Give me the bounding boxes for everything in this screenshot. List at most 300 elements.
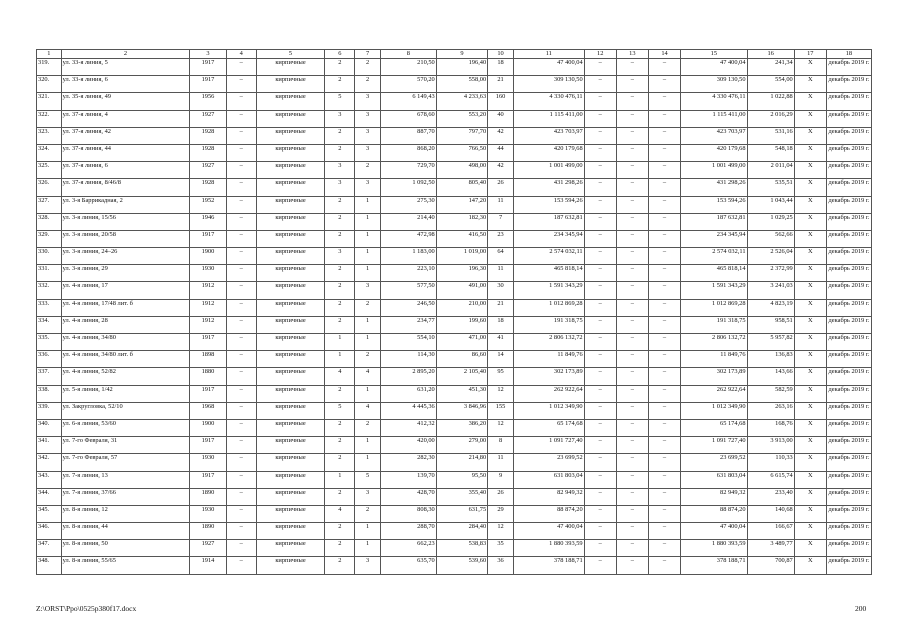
cell-address: ул. 4-я линия, 52/82 xyxy=(61,368,190,385)
cell-col13: – xyxy=(616,110,648,127)
cell-cost: 187 632,81 xyxy=(513,213,584,230)
cell-col14: – xyxy=(648,162,680,179)
cell-living-area: 553,20 xyxy=(436,110,487,127)
cell-unit-cost: 531,16 xyxy=(747,127,794,144)
cell-build-year: 1917 xyxy=(190,385,226,402)
cell-residents: 14 xyxy=(488,351,514,368)
table-row xyxy=(37,454,872,471)
table-row xyxy=(37,76,872,93)
cell-total-cost: 378 188,71 xyxy=(681,557,747,574)
cell-build-year: 1952 xyxy=(190,196,226,213)
cell-living-area: 210,00 xyxy=(436,299,487,316)
cell-floors: 1 xyxy=(325,334,355,351)
cell-living-area: 1 019,00 xyxy=(436,248,487,265)
cell-col12: – xyxy=(584,127,616,144)
cell-col13: – xyxy=(616,127,648,144)
cell-cost: 88 874,20 xyxy=(513,505,584,522)
cell-cost: 1 880 393,59 xyxy=(513,540,584,557)
cell-col13: – xyxy=(616,76,648,93)
cell-date: декабрь 2019 г. xyxy=(826,127,871,144)
cell-total-area: 570,20 xyxy=(381,76,437,93)
cell-col7: 3 xyxy=(355,110,381,127)
cell-date: декабрь 2019 г. xyxy=(826,299,871,316)
cell-build-year: 1928 xyxy=(190,127,226,144)
column-number-row xyxy=(37,50,872,59)
cell-wall-material: кирпичные xyxy=(256,488,325,505)
table-row xyxy=(37,196,872,213)
cell-unit-cost: 140,68 xyxy=(747,505,794,522)
cell-date: декабрь 2019 г. xyxy=(826,265,871,282)
cell-col14: – xyxy=(648,402,680,419)
cell-total-cost: 1 012 349,90 xyxy=(681,402,747,419)
cell-col13: – xyxy=(616,248,648,265)
cell-total-cost: 1 591 343,29 xyxy=(681,282,747,299)
page-number: 200 xyxy=(855,604,867,613)
cell-col4: – xyxy=(226,110,256,127)
cell-residents: 23 xyxy=(488,230,514,247)
cell-col7: 1 xyxy=(355,385,381,402)
cell-floors: 2 xyxy=(325,557,355,574)
cell-marker: Х xyxy=(794,385,826,402)
cell-date: декабрь 2019 г. xyxy=(826,213,871,230)
cell-total-cost: 47 400,04 xyxy=(681,523,747,540)
cell-wall-material: кирпичные xyxy=(256,196,325,213)
cell-cost: 47 400,04 xyxy=(513,59,584,76)
cell-col13: – xyxy=(616,299,648,316)
cell-col12: – xyxy=(584,368,616,385)
cell-total-area: 631,20 xyxy=(381,385,437,402)
cell-col7: 1 xyxy=(355,213,381,230)
cell-cost: 2 574 032,11 xyxy=(513,248,584,265)
cell-address: ул. 4-я линия, 17 xyxy=(61,282,190,299)
cell-col7: 3 xyxy=(355,488,381,505)
cell-cost: 378 188,71 xyxy=(513,557,584,574)
cell-row-number: 340. xyxy=(37,419,62,436)
cell-col14: – xyxy=(648,471,680,488)
table-row xyxy=(37,557,872,574)
cell-build-year: 1927 xyxy=(190,540,226,557)
cell-total-cost: 1 880 393,59 xyxy=(681,540,747,557)
cell-col4: – xyxy=(226,127,256,144)
cell-floors: 2 xyxy=(325,282,355,299)
table-row xyxy=(37,540,872,557)
cell-living-area: 214,80 xyxy=(436,454,487,471)
cell-marker: Х xyxy=(794,282,826,299)
cell-total-area: 577,50 xyxy=(381,282,437,299)
cell-wall-material: кирпичные xyxy=(256,505,325,522)
cell-date: декабрь 2019 г. xyxy=(826,368,871,385)
cell-residents: 11 xyxy=(488,454,514,471)
cell-residents: 26 xyxy=(488,179,514,196)
cell-unit-cost: 1 043,44 xyxy=(747,196,794,213)
cell-address: ул. 33-я линия, 6 xyxy=(61,76,190,93)
cell-wall-material: кирпичные xyxy=(256,282,325,299)
table-row xyxy=(37,368,872,385)
cell-row-number: 327. xyxy=(37,196,62,213)
cell-unit-cost: 958,51 xyxy=(747,316,794,333)
column-header-2: 2 xyxy=(61,50,190,59)
cell-col12: – xyxy=(584,437,616,454)
cell-build-year: 1956 xyxy=(190,93,226,110)
table-row xyxy=(37,419,872,436)
cell-build-year: 1930 xyxy=(190,454,226,471)
table-row xyxy=(37,523,872,540)
cell-marker: Х xyxy=(794,179,826,196)
cell-unit-cost: 241,34 xyxy=(747,59,794,76)
cell-col4: – xyxy=(226,213,256,230)
cell-total-area: 662,23 xyxy=(381,540,437,557)
cell-total-area: 420,00 xyxy=(381,437,437,454)
column-header-4: 4 xyxy=(226,50,256,59)
cell-unit-cost: 554,00 xyxy=(747,76,794,93)
cell-unit-cost: 582,59 xyxy=(747,385,794,402)
cell-marker: Х xyxy=(794,471,826,488)
cell-marker: Х xyxy=(794,144,826,161)
cell-col13: – xyxy=(616,144,648,161)
cell-col12: – xyxy=(584,144,616,161)
cell-total-cost: 65 174,68 xyxy=(681,419,747,436)
cell-col13: – xyxy=(616,93,648,110)
cell-col4: – xyxy=(226,505,256,522)
cell-address: ул. 4-я линия, 34/80 лит. б xyxy=(61,351,190,368)
cell-total-area: 472,98 xyxy=(381,230,437,247)
cell-living-area: 279,00 xyxy=(436,437,487,454)
cell-col7: 2 xyxy=(355,419,381,436)
cell-cost: 1 012 869,28 xyxy=(513,299,584,316)
cell-living-area: 4 233,63 xyxy=(436,93,487,110)
cell-row-number: 345. xyxy=(37,505,62,522)
cell-address: ул. 8-я линия, 50 xyxy=(61,540,190,557)
cell-col7: 3 xyxy=(355,282,381,299)
cell-col12: – xyxy=(584,76,616,93)
cell-floors: 2 xyxy=(325,196,355,213)
cell-build-year: 1890 xyxy=(190,523,226,540)
cell-marker: Х xyxy=(794,196,826,213)
cell-col12: – xyxy=(584,282,616,299)
cell-unit-cost: 136,83 xyxy=(747,351,794,368)
cell-build-year: 1930 xyxy=(190,505,226,522)
column-header-1: 1 xyxy=(37,50,62,59)
table-row xyxy=(37,505,872,522)
cell-col12: – xyxy=(584,110,616,127)
cell-date: декабрь 2019 г. xyxy=(826,351,871,368)
cell-address: ул. 3-я линия, 20/58 xyxy=(61,230,190,247)
cell-date: декабрь 2019 г. xyxy=(826,59,871,76)
table-row xyxy=(37,316,872,333)
cell-row-number: 321. xyxy=(37,93,62,110)
cell-col12: – xyxy=(584,248,616,265)
cell-unit-cost: 3 241,03 xyxy=(747,282,794,299)
table-row xyxy=(37,162,872,179)
cell-wall-material: кирпичные xyxy=(256,402,325,419)
cell-total-cost: 2 806 132,72 xyxy=(681,334,747,351)
cell-col7: 1 xyxy=(355,196,381,213)
cell-col4: – xyxy=(226,76,256,93)
cell-build-year: 1930 xyxy=(190,265,226,282)
cell-date: декабрь 2019 г. xyxy=(826,248,871,265)
cell-unit-cost: 168,76 xyxy=(747,419,794,436)
cell-total-area: 223,10 xyxy=(381,265,437,282)
column-header-13: 13 xyxy=(616,50,648,59)
cell-total-cost: 47 400,04 xyxy=(681,59,747,76)
cell-col13: – xyxy=(616,437,648,454)
cell-marker: Х xyxy=(794,437,826,454)
cell-row-number: 326. xyxy=(37,179,62,196)
cell-total-cost: 631 803,04 xyxy=(681,471,747,488)
cell-address: ул. 3-я линия, 24–26 xyxy=(61,248,190,265)
cell-unit-cost: 3 913,00 xyxy=(747,437,794,454)
cell-wall-material: кирпичные xyxy=(256,76,325,93)
cell-build-year: 1917 xyxy=(190,437,226,454)
cell-col7: 2 xyxy=(355,162,381,179)
column-header-12: 12 xyxy=(584,50,616,59)
cell-floors: 2 xyxy=(325,488,355,505)
cell-cost: 1 012 349,90 xyxy=(513,402,584,419)
column-header-5: 5 xyxy=(256,50,325,59)
table-row xyxy=(37,127,872,144)
cell-date: декабрь 2019 г. xyxy=(826,402,871,419)
cell-cost: 4 330 476,11 xyxy=(513,93,584,110)
column-header-16: 16 xyxy=(747,50,794,59)
cell-col12: – xyxy=(584,230,616,247)
cell-floors: 1 xyxy=(325,471,355,488)
cell-col12: – xyxy=(584,488,616,505)
cell-marker: Х xyxy=(794,127,826,144)
cell-col4: – xyxy=(226,265,256,282)
cell-col12: – xyxy=(584,196,616,213)
cell-col4: – xyxy=(226,282,256,299)
column-header-17: 17 xyxy=(794,50,826,59)
cell-row-number: 329. xyxy=(37,230,62,247)
cell-col7: 1 xyxy=(355,265,381,282)
table-row xyxy=(37,93,872,110)
cell-col14: – xyxy=(648,454,680,471)
cell-row-number: 328. xyxy=(37,213,62,230)
cell-residents: 12 xyxy=(488,385,514,402)
cell-date: декабрь 2019 г. xyxy=(826,454,871,471)
cell-address: ул. 7-го Февраля, 57 xyxy=(61,454,190,471)
cell-residents: 7 xyxy=(488,213,514,230)
table-row xyxy=(37,402,872,419)
cell-row-number: 325. xyxy=(37,162,62,179)
cell-residents: 36 xyxy=(488,557,514,574)
cell-total-cost: 302 173,89 xyxy=(681,368,747,385)
cell-col12: – xyxy=(584,419,616,436)
cell-residents: 9 xyxy=(488,471,514,488)
cell-total-area: 282,30 xyxy=(381,454,437,471)
cell-marker: Х xyxy=(794,76,826,93)
cell-date: декабрь 2019 г. xyxy=(826,179,871,196)
cell-date: декабрь 2019 г. xyxy=(826,471,871,488)
cell-row-number: 322. xyxy=(37,110,62,127)
cell-build-year: 1928 xyxy=(190,179,226,196)
cell-floors: 1 xyxy=(325,351,355,368)
cell-col4: – xyxy=(226,557,256,574)
cell-col12: – xyxy=(584,179,616,196)
table-row xyxy=(37,110,872,127)
cell-living-area: 538,83 xyxy=(436,540,487,557)
cell-floors: 2 xyxy=(325,316,355,333)
cell-marker: Х xyxy=(794,557,826,574)
cell-residents: 44 xyxy=(488,144,514,161)
cell-date: декабрь 2019 г. xyxy=(826,505,871,522)
cell-wall-material: кирпичные xyxy=(256,110,325,127)
cell-residents: 29 xyxy=(488,505,514,522)
cell-wall-material: кирпичные xyxy=(256,351,325,368)
cell-col4: – xyxy=(226,93,256,110)
cell-cost: 1 115 411,00 xyxy=(513,110,584,127)
column-header-3: 3 xyxy=(190,50,226,59)
cell-address: ул. 8-я линия, 44 xyxy=(61,523,190,540)
cell-wall-material: кирпичные xyxy=(256,265,325,282)
cell-address: ул. 37-я линия, 44 xyxy=(61,144,190,161)
cell-col14: – xyxy=(648,265,680,282)
cell-col12: – xyxy=(584,505,616,522)
cell-floors: 2 xyxy=(325,437,355,454)
cell-total-cost: 1 001 499,00 xyxy=(681,162,747,179)
cell-col13: – xyxy=(616,265,648,282)
cell-build-year: 1968 xyxy=(190,402,226,419)
cell-living-area: 284,40 xyxy=(436,523,487,540)
cell-col7: 3 xyxy=(355,179,381,196)
cell-col13: – xyxy=(616,316,648,333)
cell-row-number: 347. xyxy=(37,540,62,557)
cell-living-area: 386,20 xyxy=(436,419,487,436)
cell-col4: – xyxy=(226,351,256,368)
table-row xyxy=(37,179,872,196)
cell-residents: 30 xyxy=(488,282,514,299)
cell-row-number: 336. xyxy=(37,351,62,368)
housing-register-table xyxy=(36,49,872,575)
cell-col13: – xyxy=(616,488,648,505)
cell-row-number: 334. xyxy=(37,316,62,333)
cell-living-area: 2 105,40 xyxy=(436,368,487,385)
column-header-11: 11 xyxy=(513,50,584,59)
cell-total-area: 729,70 xyxy=(381,162,437,179)
cell-col4: – xyxy=(226,162,256,179)
cell-col14: – xyxy=(648,385,680,402)
cell-marker: Х xyxy=(794,110,826,127)
cell-col12: – xyxy=(584,59,616,76)
cell-marker: Х xyxy=(794,402,826,419)
cell-row-number: 344. xyxy=(37,488,62,505)
cell-col13: – xyxy=(616,557,648,574)
cell-total-cost: 431 298,26 xyxy=(681,179,747,196)
cell-col4: – xyxy=(226,402,256,419)
cell-residents: 155 xyxy=(488,402,514,419)
cell-floors: 2 xyxy=(325,127,355,144)
cell-cost: 82 949,32 xyxy=(513,488,584,505)
table-body xyxy=(37,59,872,575)
cell-residents: 160 xyxy=(488,93,514,110)
cell-address: ул. 7-я линия, 37/66 xyxy=(61,488,190,505)
cell-total-cost: 234 345,94 xyxy=(681,230,747,247)
cell-total-cost: 1 115 411,00 xyxy=(681,110,747,127)
cell-total-cost: 1 091 727,40 xyxy=(681,437,747,454)
cell-col4: – xyxy=(226,248,256,265)
cell-floors: 2 xyxy=(325,454,355,471)
cell-total-area: 139,70 xyxy=(381,471,437,488)
cell-col13: – xyxy=(616,385,648,402)
cell-residents: 12 xyxy=(488,419,514,436)
cell-col12: – xyxy=(584,454,616,471)
cell-total-area: 4 445,36 xyxy=(381,402,437,419)
cell-build-year: 1917 xyxy=(190,76,226,93)
cell-total-cost: 309 130,50 xyxy=(681,76,747,93)
cell-wall-material: кирпичные xyxy=(256,299,325,316)
column-header-14: 14 xyxy=(648,50,680,59)
cell-col4: – xyxy=(226,454,256,471)
cell-date: декабрь 2019 г. xyxy=(826,334,871,351)
cell-living-area: 805,40 xyxy=(436,179,487,196)
cell-floors: 3 xyxy=(325,179,355,196)
cell-col14: – xyxy=(648,127,680,144)
cell-build-year: 1946 xyxy=(190,213,226,230)
cell-date: декабрь 2019 г. xyxy=(826,419,871,436)
cell-col12: – xyxy=(584,540,616,557)
column-header-7: 7 xyxy=(355,50,381,59)
cell-address: ул. 33-я линия, 5 xyxy=(61,59,190,76)
cell-cost: 423 703,97 xyxy=(513,127,584,144)
cell-col13: – xyxy=(616,523,648,540)
cell-floors: 3 xyxy=(325,162,355,179)
cell-living-area: 416,50 xyxy=(436,230,487,247)
cell-total-cost: 23 699,52 xyxy=(681,454,747,471)
cell-col7: 1 xyxy=(355,454,381,471)
cell-row-number: 335. xyxy=(37,334,62,351)
cell-wall-material: кирпичные xyxy=(256,127,325,144)
cell-col4: – xyxy=(226,385,256,402)
cell-cost: 47 400,04 xyxy=(513,523,584,540)
cell-row-number: 319. xyxy=(37,59,62,76)
cell-col4: – xyxy=(226,437,256,454)
table-row xyxy=(37,248,872,265)
cell-col13: – xyxy=(616,196,648,213)
document-file-path: Z:\ORST\Ppo\0525p380f17.docx xyxy=(36,604,137,613)
cell-total-area: 1 092,50 xyxy=(381,179,437,196)
cell-row-number: 333. xyxy=(37,299,62,316)
cell-total-area: 246,50 xyxy=(381,299,437,316)
cell-floors: 2 xyxy=(325,265,355,282)
cell-unit-cost: 700,87 xyxy=(747,557,794,574)
cell-unit-cost: 233,40 xyxy=(747,488,794,505)
table-row xyxy=(37,230,872,247)
cell-cost: 420 179,68 xyxy=(513,144,584,161)
cell-build-year: 1927 xyxy=(190,110,226,127)
cell-wall-material: кирпичные xyxy=(256,334,325,351)
cell-col13: – xyxy=(616,471,648,488)
cell-address: ул. 7-я линия, 13 xyxy=(61,471,190,488)
cell-marker: Х xyxy=(794,213,826,230)
cell-residents: 8 xyxy=(488,437,514,454)
cell-cost: 153 594,26 xyxy=(513,196,584,213)
cell-total-area: 678,60 xyxy=(381,110,437,127)
cell-living-area: 539,60 xyxy=(436,557,487,574)
cell-col7: 2 xyxy=(355,76,381,93)
cell-total-cost: 88 874,20 xyxy=(681,505,747,522)
cell-col14: – xyxy=(648,419,680,436)
cell-marker: Х xyxy=(794,93,826,110)
cell-wall-material: кирпичные xyxy=(256,230,325,247)
cell-address: ул. 8-я линия, 12 xyxy=(61,505,190,522)
cell-residents: 11 xyxy=(488,265,514,282)
cell-address: ул. 7-го Февраля, 31 xyxy=(61,437,190,454)
cell-col14: – xyxy=(648,230,680,247)
cell-col14: – xyxy=(648,76,680,93)
cell-col7: 5 xyxy=(355,471,381,488)
cell-address: ул. 3-я линия, 29 xyxy=(61,265,190,282)
cell-col12: – xyxy=(584,265,616,282)
